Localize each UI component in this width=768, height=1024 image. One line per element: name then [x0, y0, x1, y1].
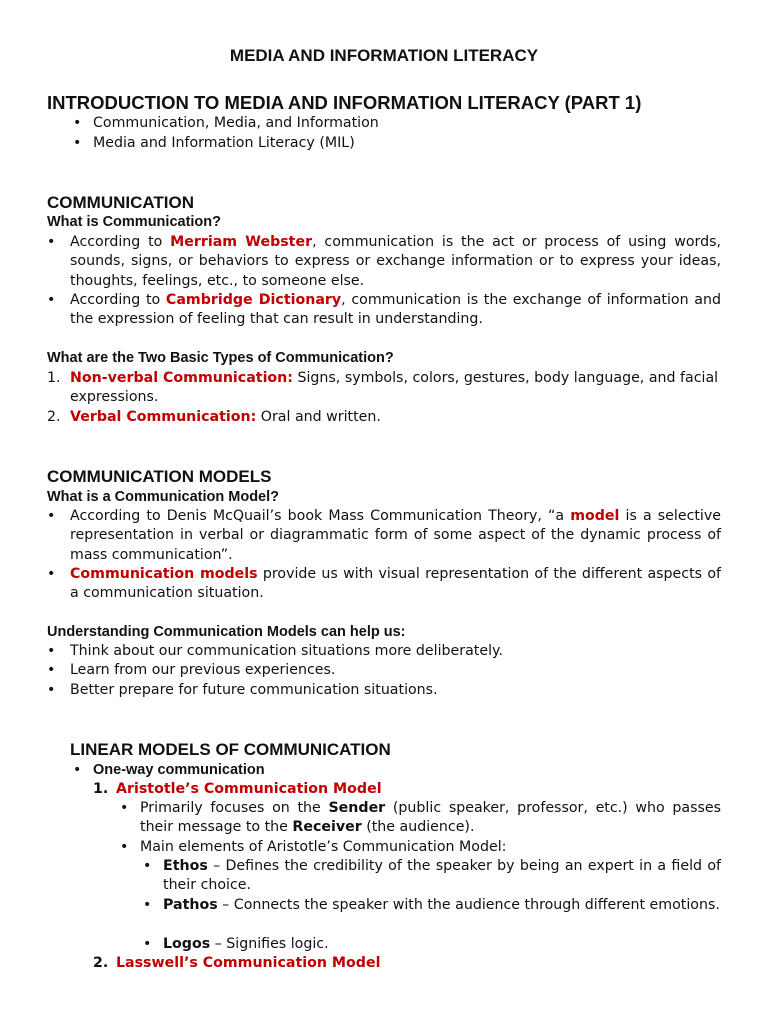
bullet-icon: • [47, 643, 56, 659]
aristotle-elements-intro: • Main elements of Aristotle’s Communication Model: [116, 838, 721, 857]
bullet-icon: • [47, 566, 56, 582]
term-communication-models: Communication models [70, 566, 258, 582]
model-definition: • According to Denis McQuail’s book Mass Communication Theory, “a model is a selective representation in verbal or diagrammatic form of some aspect of the dynamic process of mass communication”. [47, 508, 721, 563]
term-cambridge-dictionary: Cambridge Dictionary [165, 292, 342, 308]
element-pathos: • Pathos – Connects the speaker with the audience through different emotions. [140, 896, 721, 915]
term-sender: Sender [328, 800, 386, 816]
one-way-label: One-way communication [93, 762, 265, 778]
models-heading: COMMUNICATION MODELS [47, 467, 272, 486]
term-model: model [570, 508, 620, 524]
models-question: What is a Communication Model? [47, 489, 280, 505]
bullet-icon: • [120, 800, 129, 816]
bullet-icon: • [47, 662, 56, 678]
bullet-icon: • [47, 234, 56, 250]
term-non-verbal: Non-verbal Communication: [70, 370, 293, 386]
bullet-icon: • [47, 682, 56, 698]
types-question: What are the Two Basic Types of Communication? [47, 350, 394, 366]
definition-item: • According to Cambridge Dictionary, communication is the exchange of information and the expression of feeling that can result in understanding. [47, 292, 721, 328]
intro-item: Media and Information Literacy (MIL) [93, 135, 355, 151]
help-item: Better prepare for future communication situations. [70, 682, 438, 698]
term-merriam-webster: Merriam Webster [170, 234, 313, 250]
aristotle-description: • Primarily focuses on the Sender (public speaker, professor, etc.) who passes their message to the Receiver (the audience). [120, 800, 721, 836]
model-purpose: • Communication models provide us with visual representation of the different aspects of a communication situation. [47, 566, 721, 602]
term-receiver: Receiver [292, 819, 362, 836]
linear-heading: LINEAR MODELS OF COMMUNICATION [70, 740, 391, 759]
type-item: 1. Non-verbal Communication: Signs, symbols, colors, gestures, body language, and facial expressions. [47, 370, 719, 406]
communication-question: What is Communication? [47, 214, 221, 230]
bullet-icon: • [73, 135, 82, 151]
definition-item: • According to Merriam Webster, communication is the act or process of using words, sounds, signs, or behaviors to express or exchange information or to express your ideas, thoughts, feelings, etc., to someone else. [47, 234, 721, 289]
type-item: 2. Verbal Communication: Oral and written. [47, 409, 381, 425]
bullet-icon: • [47, 508, 56, 524]
document-page: MEDIA AND INFORMATION LITERACY INTRODUCTION TO MEDIA AND INFORMATION LITERACY (PART 1) • Communication, Media, and Information • Media and Information Literacy (MIL) COMMUNICATION What is Communication? • According to Merriam Webster, communication is the act or process of using words, sounds, signs, or behaviors to express or exchange information or to express your ideas, thoughts, feelings, etc., to someone else. • According to Cambridge Dictionary, communication is the exchange of information and the expression of feeling that can result in understanding. What are the Two Basic Types of Communication? 1. Non-verbal Communication: Signs, symbols, colors, gestures, body language, and facial expressions. 2. Verbal Communication: Oral and written. COMMUNICATION MODELS What is a Communication Model? • According to Denis McQuail’s book Mass Communication Theory, “a model is a selective representation in verbal or diagrammatic form of some aspect of the dynamic process of mass communication”. • Communication models provide us with visual representation of the different aspects of a communication situation. Understanding Communication Models can help us: • Think about our communication situations more deliberately. • Learn from our previous experiences. • Better prepare for future communication situations. LINEAR MODELS OF COMMUNICATION • One-way communication 1. Aristotle’s Communication Model • Primarily focuses on the Sender (public speaker, professor, etc.) who passes their message to the Receiver (the audience). • Main elements of Aristotle’s Communication Model: • Ethos – Defines the credibility of the speaker by being an expert in a field of their choice. • Pathos – Connects the speaker with the audience through different emotions. • Logos – Signifies logic. 2. Lasswell’s Communication Model [0, 0, 768, 1024]
help-item: Think about our communication situations more deliberately. [70, 643, 503, 659]
intro-heading: INTRODUCTION TO MEDIA AND INFORMATION LITERACY (PART 1) [47, 92, 642, 113]
help-heading: Understanding Communication Models can help us: [47, 624, 406, 640]
intro-item: Communication, Media, and Information [93, 115, 379, 131]
bullet-icon: • [73, 762, 82, 778]
bullet-icon: • [143, 897, 152, 913]
bullet-icon: • [47, 292, 56, 308]
communication-heading: COMMUNICATION [47, 193, 194, 212]
lasswell-model-title: Lasswell’s Communication Model [116, 955, 381, 971]
bullet-icon: • [143, 936, 152, 952]
document-title: MEDIA AND INFORMATION LITERACY [229, 46, 539, 65]
element-ethos: • Ethos – Defines the credibility of the speaker by being an expert in a field of their choice. [143, 858, 721, 894]
bullet-icon: • [143, 858, 152, 874]
term-verbal: Verbal Communication: [70, 409, 257, 425]
element-logos: • Logos – Signifies logic. [140, 935, 721, 954]
aristotle-model-title: Aristotle’s Communication Model [116, 781, 382, 797]
bullet-icon: • [120, 839, 129, 855]
help-item: Learn from our previous experiences. [70, 662, 336, 678]
bullet-icon: • [73, 115, 82, 131]
